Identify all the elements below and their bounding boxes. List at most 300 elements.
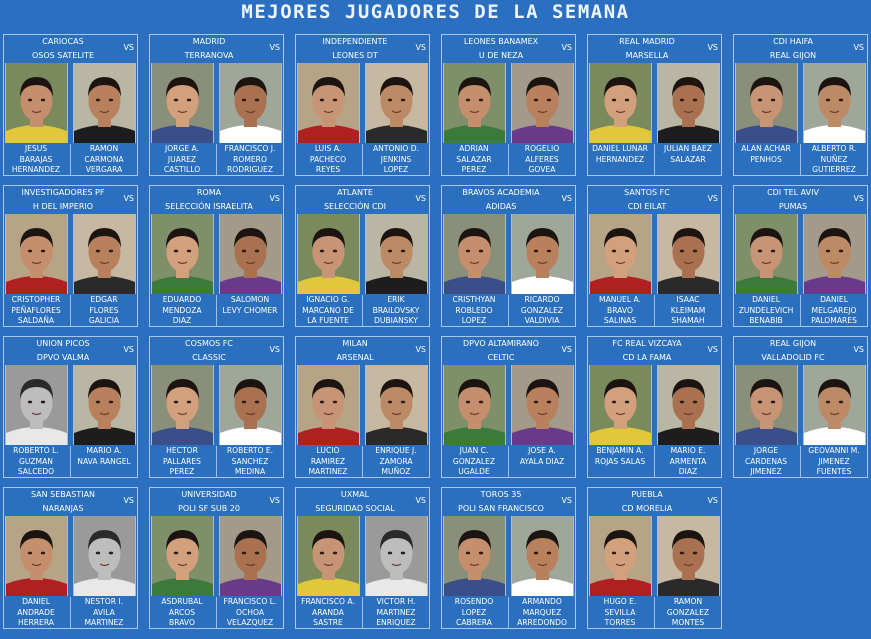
away-team-name: SELECCIÓN ISRAELITA: [165, 202, 253, 211]
player-photo-away: [511, 365, 574, 445]
match-header: [442, 488, 575, 516]
name-line: ARMANDO: [522, 597, 562, 606]
name-divider: [362, 446, 363, 478]
name-line: MENDOZA: [162, 305, 202, 315]
away-team-name: U DE NEZA: [478, 51, 524, 60]
home-team-name: COSMOS FC: [185, 339, 233, 348]
player-photo-home: [589, 63, 652, 143]
name-divider: [216, 597, 217, 629]
vs-label: VS: [123, 43, 134, 52]
away-team-name: SEGURIDAD SOCIAL: [315, 504, 395, 513]
vs-label: VS: [853, 43, 864, 52]
name-line: FUENTES: [816, 467, 852, 476]
player-photo-home: [5, 214, 68, 294]
name-line: ANTONIO D.: [372, 144, 420, 153]
name-line: ROBLEDO: [455, 305, 493, 315]
player-name-away: [510, 144, 574, 176]
vs-label: VS: [853, 194, 864, 203]
player-photo-away: [73, 516, 136, 596]
name-line: JORGE A.: [164, 144, 200, 153]
match-card: [295, 336, 430, 478]
player-name-home: [442, 446, 506, 478]
match-header: [296, 488, 429, 516]
player-photo-home: [151, 365, 214, 445]
name-line: LA FUENTE: [307, 316, 349, 325]
player-photo-home: [151, 516, 214, 596]
player-name-away: [218, 295, 282, 327]
name-line: ROBERTO E.: [226, 446, 274, 455]
name-divider: [362, 295, 363, 327]
name-line: ADRIAN: [459, 144, 489, 153]
player-name-away: [364, 446, 428, 478]
name-line: MANUEL A.: [599, 295, 641, 304]
name-line: NUÑEZ: [820, 154, 848, 164]
name-line: DANIEL: [22, 597, 50, 606]
player-name-home: [296, 597, 360, 629]
name-line: BARAJAS: [19, 154, 53, 164]
name-line: RICARDO: [524, 295, 560, 304]
home-team-name: FC REAL VIZCAYA: [612, 339, 682, 348]
name-line: ROGELIO: [524, 144, 560, 153]
match-header: [4, 337, 137, 365]
name-line: FRANCISCO A.: [301, 597, 355, 606]
match-card: [587, 185, 722, 327]
player-name-away: [802, 446, 866, 478]
player-name-away: [72, 144, 136, 176]
name-divider: [800, 446, 801, 478]
name-line: ARMENTA: [669, 456, 707, 466]
name-divider: [800, 144, 801, 176]
name-line: DUBIANSKY: [374, 316, 418, 325]
match-header: [4, 186, 137, 214]
name-line: HECTOR: [166, 446, 198, 455]
name-line: ENRIQUEZ: [376, 618, 416, 627]
match-header: [4, 35, 137, 63]
player-photo-away: [73, 365, 136, 445]
name-divider: [654, 144, 655, 176]
name-line: VERGARA: [85, 165, 123, 174]
name-divider: [508, 295, 509, 327]
away-team-name: MARSELLA: [625, 51, 669, 60]
home-team-name: UXMAL: [340, 490, 370, 499]
match-card: [3, 336, 138, 478]
player-name-away: [802, 295, 866, 327]
name-line: HERRERA: [17, 618, 55, 627]
home-team-name: ROMA: [196, 188, 222, 197]
player-name-home: [734, 446, 798, 478]
name-line: GALICIA: [88, 316, 120, 325]
name-line: AYALA DIAZ: [519, 456, 565, 466]
home-team-name: MADRID: [192, 37, 226, 46]
match-header: [4, 488, 137, 516]
vs-label: VS: [561, 496, 572, 505]
player-name-home: [734, 295, 798, 327]
page-title: MEJORES JUGADORES DE LA SEMANA: [241, 1, 630, 23]
away-team-name: NARANJAS: [42, 504, 84, 513]
home-team-name: LEONES BANAMEX: [463, 37, 539, 46]
name-divider: [70, 295, 71, 327]
match-card: [295, 185, 430, 327]
vs-label: VS: [707, 194, 718, 203]
away-team-name: REAL GIJON: [769, 51, 817, 60]
match-header: [296, 337, 429, 365]
name-line: TORRES: [604, 618, 636, 627]
player-name-home: [296, 144, 360, 176]
name-line: JESUS: [24, 144, 48, 153]
away-team-name: ARSENAL: [336, 353, 374, 362]
player-photo-home: [151, 214, 214, 294]
player-name-home: [4, 446, 68, 478]
name-divider: [654, 295, 655, 327]
name-line: BENJAMIN A.: [596, 446, 644, 455]
name-line: GUZMAN: [19, 456, 53, 466]
match-card: [441, 34, 576, 176]
match-header: [296, 35, 429, 63]
player-name-home: [734, 144, 798, 176]
name-line: SALAZAR: [670, 154, 706, 164]
name-line: SALCEDO: [17, 467, 55, 476]
name-line: MARCANO DE: [302, 305, 354, 315]
vs-label: VS: [707, 496, 718, 505]
name-line: MARTINEZ: [84, 618, 124, 627]
player-name-away: [364, 597, 428, 629]
match-header: [150, 186, 283, 214]
name-line: SHAMAH: [671, 316, 705, 325]
player-name-home: [296, 446, 360, 478]
name-line: ALFERES: [525, 154, 559, 164]
player-photo-home: [297, 63, 360, 143]
vs-label: VS: [269, 496, 280, 505]
name-line: ZUNDELEVICH: [738, 305, 794, 315]
name-line: MARIO A.: [86, 446, 122, 455]
player-name-home: [150, 446, 214, 478]
player-photo-home: [297, 516, 360, 596]
player-photo-away: [219, 214, 282, 294]
player-name-home: [442, 295, 506, 327]
vs-label: VS: [269, 43, 280, 52]
player-photo-away: [73, 63, 136, 143]
name-line: GUTIERREZ: [812, 165, 856, 174]
player-photo-home: [589, 214, 652, 294]
name-line: NAVA RANGEL: [77, 456, 131, 466]
match-header: [296, 186, 429, 214]
name-line: EDUARDO: [162, 295, 202, 304]
name-line: ARREDONDO: [517, 618, 567, 627]
vs-label: VS: [123, 345, 134, 354]
player-name-home: [588, 144, 652, 176]
player-name-away: [510, 295, 574, 327]
player-name-home: [150, 295, 214, 327]
name-line: DANIEL LUNAR: [592, 144, 648, 153]
name-line: DIAZ: [678, 467, 698, 476]
name-line: RAMIREZ: [310, 456, 346, 466]
name-divider: [70, 597, 71, 629]
match-card: [587, 336, 722, 478]
name-line: JIMENEZ: [818, 456, 850, 466]
name-line: ALAN ACHAR: [741, 144, 791, 153]
match-header: [588, 337, 721, 365]
name-line: UGALDE: [458, 467, 490, 476]
home-team-name: UNIVERSIDAD: [181, 490, 237, 499]
match-header: [734, 186, 867, 214]
player-name-away: [656, 597, 720, 629]
match-card: [295, 34, 430, 176]
vs-label: VS: [415, 194, 426, 203]
name-line: MARIO E.: [670, 446, 706, 455]
name-line: PENHOS: [750, 154, 782, 164]
name-line: CABRERA: [456, 618, 492, 627]
player-photo-home: [5, 63, 68, 143]
player-name-home: [4, 144, 68, 176]
player-photo-away: [365, 63, 428, 143]
name-line: CARDENAS: [744, 456, 788, 466]
name-line: VICTOR H.: [376, 597, 416, 606]
name-line: FRANCISCO L.: [223, 597, 277, 606]
name-line: HUGO E.: [603, 597, 637, 606]
name-line: IGNACIO G.: [306, 295, 350, 304]
name-line: FRANCISCO J.: [224, 144, 276, 153]
match-card: [295, 487, 430, 629]
name-line: PACHECO: [309, 154, 347, 164]
name-line: AVILA: [93, 607, 115, 617]
name-line: LOPEZ: [461, 607, 487, 617]
match-header: [442, 337, 575, 365]
name-line: ENRIQUE J.: [375, 446, 417, 455]
name-line: ROSENDO: [454, 597, 494, 606]
home-team-name: INVESTIGADORES PF: [21, 188, 105, 197]
player-photo-home: [5, 365, 68, 445]
name-line: PALLARES: [162, 456, 201, 466]
match-header: [734, 35, 867, 63]
name-line: BRAVO: [607, 305, 633, 315]
player-photo-away: [803, 214, 866, 294]
player-name-away: [656, 144, 720, 176]
name-divider: [70, 144, 71, 176]
name-line: CASTILLO: [163, 165, 201, 174]
name-line: BENABIB: [749, 316, 783, 325]
name-line: GONZALEZ: [452, 456, 496, 466]
name-divider: [70, 446, 71, 478]
player-photo-home: [297, 214, 360, 294]
name-divider: [508, 144, 509, 176]
player-photo-away: [803, 63, 866, 143]
away-team-name: POLI SF SUB 20: [178, 504, 240, 513]
player-name-home: [150, 144, 214, 176]
name-divider: [508, 597, 509, 629]
player-name-home: [442, 144, 506, 176]
vs-label: VS: [415, 496, 426, 505]
home-team-name: SANTOS FC: [624, 188, 670, 197]
vs-label: VS: [707, 43, 718, 52]
player-name-home: [150, 597, 214, 629]
home-team-name: DPVO ALTAMIRANO: [463, 339, 539, 348]
away-team-name: ADIDAS: [485, 202, 517, 211]
name-divider: [800, 295, 801, 327]
player-photo-away: [657, 516, 720, 596]
name-divider: [362, 144, 363, 176]
away-team-name: H DEL IMPERIO: [32, 202, 94, 211]
player-photo-away: [511, 516, 574, 596]
player-photo-home: [735, 365, 798, 445]
player-photo-home: [443, 365, 506, 445]
player-photo-home: [151, 63, 214, 143]
name-line: KLEIMAM: [670, 305, 706, 315]
name-line: VELAZQUEZ: [226, 618, 274, 627]
match-card: [3, 34, 138, 176]
away-team-name: POLI SAN FRANCISCO: [458, 504, 544, 513]
home-team-name: CDI HAIFA: [773, 37, 813, 46]
name-line: PALOMARES: [811, 316, 857, 325]
player-photo-away: [219, 516, 282, 596]
name-line: RODRIGUEZ: [226, 165, 274, 174]
away-team-name: CDI EILAT: [627, 202, 667, 211]
away-team-name: CD MORELIA: [621, 504, 673, 513]
player-photo-home: [297, 365, 360, 445]
name-line: JORGE: [753, 446, 779, 455]
match-card: [441, 185, 576, 327]
name-line: LEVY CHOMER: [222, 305, 278, 315]
name-line: ALBERTO R.: [811, 144, 857, 153]
player-name-home: [588, 446, 652, 478]
away-team-name: DPVO VALMA: [36, 353, 90, 362]
match-card: [733, 336, 868, 478]
match-header: [588, 35, 721, 63]
name-line: ASDRUBAL: [161, 597, 203, 606]
away-team-name: OSOS SATELITE: [31, 51, 95, 60]
name-line: PEÑAFLORES: [11, 305, 61, 315]
home-team-name: MILAN: [342, 339, 368, 348]
player-photo-away: [511, 63, 574, 143]
player-photo-away: [511, 214, 574, 294]
name-line: ANDRADE: [17, 607, 55, 617]
name-line: RAMON: [673, 597, 703, 606]
player-name-away: [656, 446, 720, 478]
name-line: SASTRE: [313, 618, 343, 627]
player-photo-home: [5, 516, 68, 596]
name-line: JUAN C.: [459, 446, 489, 455]
player-name-home: [442, 597, 506, 629]
name-line: DANIEL: [820, 295, 848, 304]
name-line: SEVILLA: [604, 607, 636, 617]
vs-label: VS: [707, 345, 718, 354]
name-line: GONZALEZ: [520, 305, 564, 315]
player-photo-away: [657, 214, 720, 294]
name-line: NESTOR I.: [84, 597, 124, 606]
home-team-name: ATLANTE: [337, 188, 373, 197]
player-photo-away: [657, 63, 720, 143]
name-line: SALINAS: [603, 316, 637, 325]
name-line: ROBERTO L.: [13, 446, 59, 455]
name-line: ERIK: [387, 295, 405, 304]
name-line: LOPEZ: [383, 165, 409, 174]
player-photo-away: [219, 63, 282, 143]
name-line: ISAAC: [676, 295, 700, 304]
name-line: MARTINEZ: [376, 607, 416, 617]
vs-label: VS: [853, 345, 864, 354]
player-name-away: [218, 144, 282, 176]
away-team-name: VALLADOLID FC: [761, 353, 825, 362]
name-line: MARQUEZ: [522, 607, 562, 617]
name-line: CARMONA: [84, 154, 124, 164]
player-name-away: [364, 144, 428, 176]
home-team-name: UNION PICOS: [36, 339, 90, 348]
name-line: LOPEZ: [461, 316, 487, 325]
home-team-name: INDEPENDIENTE: [322, 37, 388, 46]
home-team-name: CARIOCAS: [42, 37, 84, 46]
name-divider: [508, 446, 509, 478]
away-team-name: SELECCIÓN CDI: [323, 202, 387, 211]
name-line: ARCOS: [168, 607, 196, 617]
match-card: [733, 185, 868, 327]
name-line: HERNANDEZ: [11, 165, 61, 174]
name-line: MUÑOZ: [381, 467, 411, 476]
name-divider: [362, 597, 363, 629]
match-header: [588, 488, 721, 516]
name-line: GONZALEZ: [666, 607, 710, 617]
match-card: [149, 336, 284, 478]
name-line: SALOMON: [230, 295, 270, 304]
name-line: MEDINA: [234, 467, 266, 476]
name-line: HERNANDEZ: [595, 154, 645, 164]
home-team-name: REAL MADRID: [619, 37, 675, 46]
match-card: [441, 487, 576, 629]
match-header: [150, 35, 283, 63]
name-line: DANIEL: [752, 295, 780, 304]
name-divider: [216, 295, 217, 327]
match-card: [587, 34, 722, 176]
player-name-away: [510, 597, 574, 629]
name-line: EDGAR: [90, 295, 118, 304]
player-name-away: [218, 446, 282, 478]
name-line: MELGAREJO: [811, 305, 857, 315]
match-header: [588, 186, 721, 214]
match-header: [150, 337, 283, 365]
match-header: [734, 337, 867, 365]
player-photo-away: [657, 365, 720, 445]
name-line: JULIAN BAEZ: [664, 144, 712, 153]
player-photo-home: [589, 516, 652, 596]
name-divider: [654, 446, 655, 478]
away-team-name: CLASSIC: [192, 353, 226, 362]
away-team-name: PUMAS: [778, 202, 808, 211]
name-line: JIMENEZ: [750, 467, 782, 476]
home-team-name: PUEBLA: [631, 490, 663, 499]
name-line: MARTINEZ: [308, 467, 348, 476]
player-name-away: [510, 446, 574, 478]
home-team-name: TOROS 35: [480, 490, 522, 499]
vs-label: VS: [415, 345, 426, 354]
name-line: ROMERO: [233, 154, 267, 164]
name-line: ZAMORA: [379, 456, 413, 466]
match-card: [3, 487, 138, 629]
player-name-home: [588, 295, 652, 327]
player-name-home: [588, 597, 652, 629]
name-divider: [216, 446, 217, 478]
player-name-home: [296, 295, 360, 327]
match-card: [733, 34, 868, 176]
name-line: BRAILOVSKY: [372, 305, 420, 315]
player-photo-home: [735, 214, 798, 294]
name-divider: [654, 597, 655, 629]
name-line: ARANDA: [312, 607, 344, 617]
player-name-away: [72, 295, 136, 327]
match-header: [442, 35, 575, 63]
name-line: RAMON: [89, 144, 119, 153]
home-team-name: CDI TEL AVIV: [767, 188, 819, 197]
player-photo-away: [73, 214, 136, 294]
name-line: SALAZAR: [456, 154, 492, 164]
name-line: MONTES: [671, 618, 705, 627]
